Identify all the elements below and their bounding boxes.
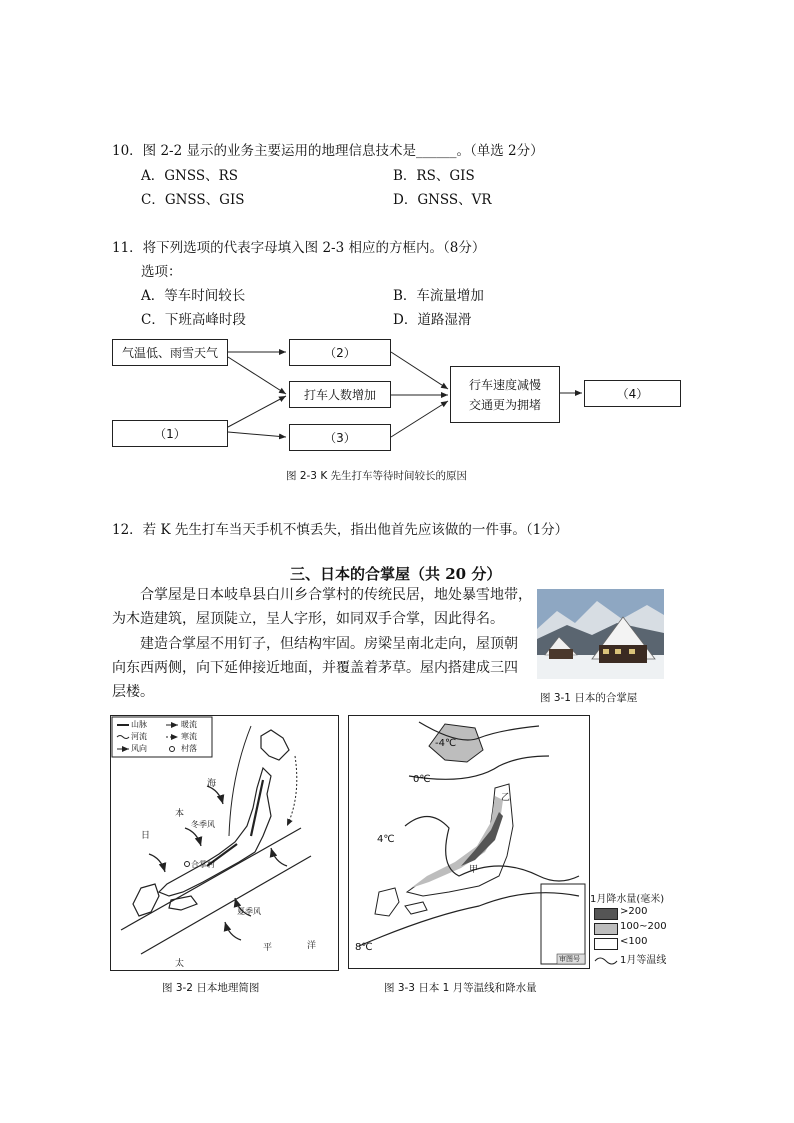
map1-label-winter-wind: 冬季风 bbox=[191, 820, 215, 829]
map2-caption: 图 3-3 日本 1 月等温线和降水量 bbox=[384, 982, 537, 994]
legend-label-isotherm: 1月等温线 bbox=[620, 955, 667, 966]
legend-isotherm-symbol bbox=[594, 955, 618, 965]
box-traffic bbox=[450, 366, 560, 423]
map1-legend-mountain: 山脉 bbox=[131, 720, 147, 729]
box-weather: 气温低、雨雪天气 bbox=[112, 339, 228, 366]
flowchart-caption: 图 2-3 K 先生打车等待时间较长的原因 bbox=[286, 470, 468, 482]
paragraph-2-line2: 向东西两侧，向下延伸接近地面，并覆盖着茅草。屋内搭建成三四 bbox=[112, 660, 518, 676]
map2-legend-title: 1月降水量(毫米) bbox=[590, 894, 665, 905]
isotherm-8: 8℃ bbox=[355, 942, 373, 953]
map1-legend-warm-current: 暖流 bbox=[181, 720, 197, 729]
box-traffic-line1: 行车速度减慢 bbox=[468, 377, 541, 392]
paragraph-1-line2: 为木造建筑，屋顶陡立，呈人字形，如同双手合掌，因此得名。 bbox=[112, 611, 504, 627]
question-11: 11．将下列选项的代表字母填入图 2-3 相应的方框内。（8分） bbox=[112, 240, 486, 256]
isotherm-0: 0℃ bbox=[413, 774, 431, 785]
marker-yi: 乙 bbox=[501, 793, 511, 803]
map1-label-ben: 本 bbox=[175, 809, 185, 819]
map1-label-summer-wind: 夏季风 bbox=[237, 907, 261, 916]
photo-caption: 图 3-1 日本的合掌屋 bbox=[540, 692, 638, 704]
q11-options-label: 选项： bbox=[141, 264, 182, 280]
question-12: 12．若 K 先生打车当天手机不慎丢失，指出他首先应该做的一件事。（1分） bbox=[112, 522, 569, 538]
box-demand: 打车人数增加 bbox=[289, 381, 391, 408]
paragraph-2-line1: 建造合掌屋不用钉子，但结构牢固。房梁呈南北走向，屋顶朝 bbox=[140, 636, 518, 652]
gassho-house-photo bbox=[537, 589, 664, 679]
paragraph-2-line3: 层楼。 bbox=[112, 684, 154, 700]
map1-label-ping: 平 bbox=[263, 943, 273, 953]
q11-option-c: C．下班高峰时段 bbox=[141, 312, 246, 328]
box-traffic-line2: 交通更为拥堵 bbox=[468, 397, 541, 412]
paragraph-1-line1: 合掌屋是日本岐阜县白川乡合掌村的传统民居，地处暴雪地带， bbox=[140, 587, 532, 603]
isotherm-4: 4℃ bbox=[377, 834, 395, 845]
legend-swatch-high bbox=[594, 908, 618, 920]
q10-option-a: A．GNSS、RS bbox=[141, 168, 239, 184]
map2-stamp: 审图号 bbox=[559, 955, 580, 963]
map-japan-geography bbox=[110, 715, 339, 971]
legend-label-mid: 100~200 bbox=[620, 921, 667, 932]
map1-legend-village: 村落 bbox=[181, 744, 197, 753]
question-10: 10．图 2-2 显示的业务主要运用的地理信息技术是______。（单选 2分） bbox=[112, 143, 544, 159]
map-japan-isotherms bbox=[348, 715, 590, 969]
map1-legend-wind: 风向 bbox=[131, 744, 147, 753]
legend-label-low: <100 bbox=[620, 936, 648, 947]
map1-caption: 图 3-2 日本地理简图 bbox=[162, 982, 260, 994]
q10-option-b: B．RS、GIS bbox=[393, 168, 475, 184]
marker-jia: 甲 bbox=[469, 865, 479, 875]
isotherm-minus4: -4℃ bbox=[435, 738, 457, 749]
map1-label-tai: 太 bbox=[175, 959, 185, 969]
legend-swatch-low bbox=[594, 938, 618, 950]
box-2: （2） bbox=[289, 339, 391, 366]
legend-label-high: >200 bbox=[620, 906, 648, 917]
q10-option-c: C．GNSS、GIS bbox=[141, 192, 245, 208]
q11-option-b: B．车流量增加 bbox=[393, 288, 484, 304]
q11-option-d: D．道路湿滑 bbox=[393, 312, 472, 328]
map1-label-sea: 海 bbox=[207, 779, 217, 789]
map1-legend-cold-current: 寒流 bbox=[181, 732, 197, 741]
box-3: （3） bbox=[289, 424, 391, 451]
map1-legend-river: 河流 bbox=[131, 732, 147, 741]
legend-swatch-mid bbox=[594, 923, 618, 935]
box-1: （1） bbox=[112, 420, 228, 447]
map1-label-ri: 日 bbox=[141, 831, 151, 841]
section-title: 三、日本的合掌屋（共 20 分） bbox=[290, 565, 502, 583]
q11-option-a: A．等车时间较长 bbox=[141, 288, 246, 304]
map1-label-yang: 洋 bbox=[307, 941, 317, 951]
map1-label-village: 合掌村 bbox=[191, 860, 215, 869]
box-4: （4） bbox=[584, 380, 681, 407]
q10-option-d: D．GNSS、VR bbox=[393, 192, 492, 208]
